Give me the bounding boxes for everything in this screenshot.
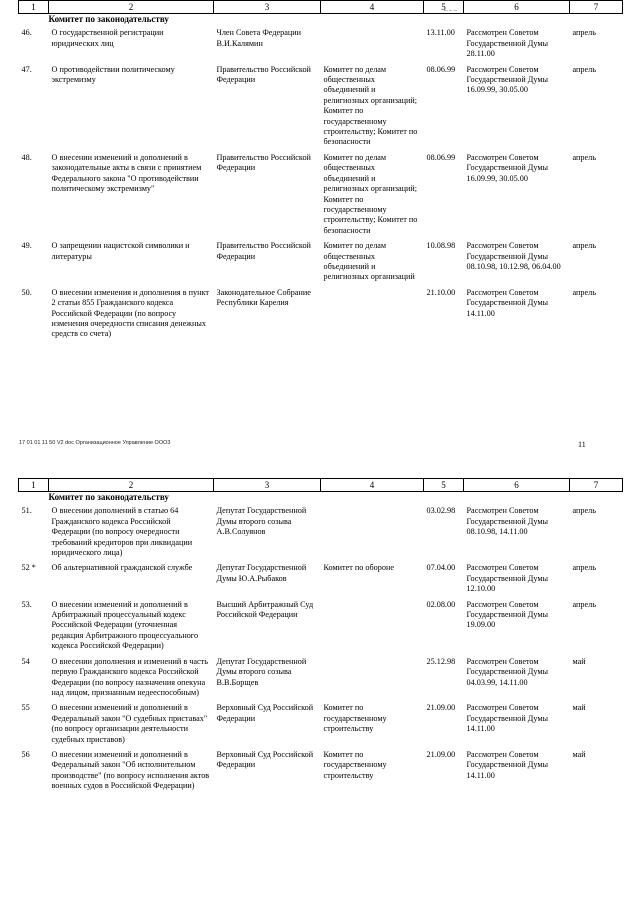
bill-number: 47. — [21, 64, 32, 74]
co-executor-committee — [321, 27, 424, 63]
bill-title: О внесении дополнения и изменений в часть первую Гражданского кодекса Российской Федерации (по вопросу назначения опекуна над лицом, признанным недееспособным) — [51, 656, 208, 697]
column-number-header — [19, 479, 623, 492]
bill-author: Депутат Государственной Думы Ю.А.Рыбаков — [216, 563, 307, 583]
co-executor-committee — [321, 287, 424, 344]
column-number: 2 — [49, 479, 214, 492]
planned-month: апрель — [572, 152, 596, 162]
bills-table-page-1 — [18, 0, 623, 344]
bill-title: Об альтернативной гражданской службе — [51, 563, 193, 573]
submission-date: 08.06.99 — [426, 64, 456, 74]
bill-number: 46. — [21, 28, 32, 38]
submission-date: 10.08.98 — [426, 241, 456, 251]
bill-title: О государственной регистрации юридических лиц — [51, 28, 164, 48]
planned-month: апрель — [572, 599, 596, 609]
table-row — [19, 27, 623, 63]
submission-date: 21.09.00 — [426, 703, 456, 713]
council-status: Рассмотрен Советом Государственной Думы 08.10.98, 14.11.00 — [466, 506, 549, 537]
bill-author: Верховный Суд Российской Федерации — [216, 703, 314, 723]
table-row — [19, 64, 623, 152]
table-row — [19, 287, 623, 344]
planned-month: апрель — [572, 506, 596, 516]
table-row — [19, 152, 623, 240]
planned-month: май — [572, 703, 586, 713]
committee-heading-row — [19, 492, 623, 506]
bill-author: Депутат Государственной Думы второго созыва В.В.Борщев — [216, 656, 307, 687]
co-executor-committee — [321, 599, 424, 656]
bill-author: Правительство Российской Федерации — [216, 64, 311, 85]
co-executor-committee: Комитет по государственному строительству — [323, 749, 387, 780]
committee-heading: Комитет по законодательству — [48, 14, 169, 24]
document-page-1 — [0, 0, 640, 344]
bill-title: О внесении изменений и дополнений в Федеральный закон "Об исполнительном производстве" (по вопросу исполнения актов военных судов в Российской Федерации) — [51, 749, 210, 791]
council-status: Рассмотрен Советом Государственной Думы 14.11.00 — [466, 287, 549, 318]
council-status: Рассмотрен Советом Государственной Думы 16.09.99, 30.05.00 — [466, 64, 549, 95]
council-status: Рассмотрен Советом Государственной Думы 16.09.99, 30.05.00 — [466, 152, 549, 183]
table-row — [19, 240, 623, 287]
column-number: 5 — [424, 1, 464, 14]
column-number: 2 — [49, 1, 214, 14]
document-page-2 — [0, 478, 640, 796]
bill-number: 51. — [21, 506, 32, 516]
bill-number: 55 — [21, 703, 30, 713]
planned-month: май — [572, 749, 586, 759]
submission-date: 07.04.00 — [426, 563, 456, 573]
bill-title: О внесении изменений и дополнений в Арбитражный процессуальный кодекс Российской Федерации (уточненная редакция Арбитражного процессуального кодекса Российской Федерации) — [51, 599, 199, 651]
column-number: 7 — [570, 1, 623, 14]
committee-heading-row — [19, 14, 623, 28]
table-row — [19, 702, 623, 749]
column-number: 4 — [321, 1, 424, 14]
bill-number: 48. — [21, 152, 32, 162]
bill-number: 50. — [21, 287, 32, 297]
submission-date: 25.12.98 — [426, 656, 456, 666]
column-number: 1 — [19, 1, 49, 14]
co-executor-committee: Комитет по делам общественных объединений и религиозных организаций; Комитет по государственному строительству; Комитет по безопасности — [323, 64, 418, 147]
submission-date: 13.11.00 — [426, 28, 455, 38]
planned-month: апрель — [572, 28, 596, 38]
bill-author: Законодательное Собрание Республики Карелия — [216, 287, 311, 308]
bill-author: Правительство Российской Федерации — [216, 152, 311, 173]
bill-title: О внесении изменения и дополнения в пункт 2 статьи 855 Гражданского кодекса Российской Федерации (по вопросу изменения очередности списания денежных средств со счета) — [51, 287, 209, 339]
bill-author: Член Совета Федерации В.И.Калямин — [216, 28, 302, 48]
planned-month: май — [572, 656, 586, 666]
bill-title: О внесении изменений и дополнений в Федеральный закон "О судебных приставах" (по вопросу организации деятельности судебных приставов) — [51, 703, 208, 744]
bill-author: Верховный Суд Российской Федерации — [216, 749, 314, 770]
committee-heading: Комитет по законодательству — [48, 492, 169, 502]
bill-author: Правительство Российской Федерации — [216, 241, 311, 261]
council-status: Рассмотрен Советом Государственной Думы 12.10.00 — [466, 563, 549, 594]
co-executor-committee: Комитет по государственному строительству — [323, 703, 387, 734]
column-number: 1 — [19, 479, 49, 492]
bill-title: О запрещении нацистской символики и литературы — [51, 241, 190, 261]
scan-mark: ‒ ‐ ‒ — [444, 6, 457, 14]
bill-title: О внесении дополнений в статью 64 Гражданского кодекса Российской Федерации (по вопросу очередности требований кредиторов при ликвидации юридического лица) — [51, 506, 193, 558]
council-status: Рассмотрен Советом Государственной Думы 28.11.00 — [466, 28, 549, 59]
column-number: 6 — [464, 1, 570, 14]
column-number: 7 — [570, 479, 623, 492]
bill-number: 49. — [21, 241, 32, 251]
council-status: Рассмотрен Советом Государственной Думы 19.09.00 — [466, 599, 549, 630]
bill-number: 54 — [21, 656, 30, 666]
submission-date: 03.02.98 — [426, 506, 456, 516]
submission-date: 08.06.99 — [426, 152, 456, 162]
table-row — [19, 749, 623, 796]
planned-month: апрель — [572, 287, 596, 297]
column-number: 4 — [321, 479, 424, 492]
table-row — [19, 562, 623, 598]
bill-title: О внесении изменений и дополнений в законодательные акты в связи с принятием Федерального закона "О противодействии политическому экстремизму" — [51, 152, 202, 194]
table-row — [19, 505, 623, 562]
bill-author: Депутат Государственной Думы второго созыва А.В.Солуянов — [216, 506, 307, 537]
submission-date: 21.09.00 — [426, 749, 456, 759]
table-row — [19, 599, 623, 656]
co-executor-committee: Комитет по обороне — [323, 563, 394, 573]
co-executor-committee: Комитет по делам общественных объединений и религиозных организаций; Комитет по государственному строительству; Комитет по безопасности — [323, 152, 418, 235]
bill-author: Высший Арбитражный Суд Российской Федерации — [216, 599, 314, 620]
council-status: Рассмотрен Советом Государственной Думы 14.11.00 — [466, 749, 549, 780]
council-status: Рассмотрен Советом Государственной Думы 08.10.98, 10.12.98, 06.04.00 — [466, 241, 561, 271]
council-status: Рассмотрен Советом Государственной Думы 04.03.99, 14.11.00 — [466, 656, 549, 687]
council-status: Рассмотрен Советом Государственной Думы 14.11.00 — [466, 703, 549, 734]
submission-date: 21.10.00 — [426, 287, 456, 297]
co-executor-committee — [321, 656, 424, 703]
column-number: 3 — [214, 479, 321, 492]
submission-date: 02.08.00 — [426, 599, 456, 609]
bill-number: 52 * — [21, 563, 36, 573]
planned-month: апрель — [572, 64, 596, 74]
bill-number: 56 — [21, 749, 30, 759]
bill-title: О противодействии политическому экстремизму — [51, 64, 175, 85]
document-footer: 17 01 01 11 50 V2 doc Организационное Управление ООО3 — [19, 440, 171, 446]
column-number: 3 — [214, 1, 321, 14]
planned-month: апрель — [572, 563, 596, 573]
co-executor-committee: Комитет по делам общественных объединений и религиозных организаций — [323, 241, 415, 282]
column-number-header — [19, 1, 623, 14]
page-number: 11 — [578, 440, 586, 449]
bill-number: 53. — [21, 599, 32, 609]
bills-table-page-2 — [18, 478, 623, 796]
planned-month: апрель — [572, 241, 596, 251]
table-row — [19, 656, 623, 703]
co-executor-committee — [321, 505, 424, 562]
column-number: 5 — [424, 479, 464, 492]
column-number: 6 — [464, 479, 570, 492]
